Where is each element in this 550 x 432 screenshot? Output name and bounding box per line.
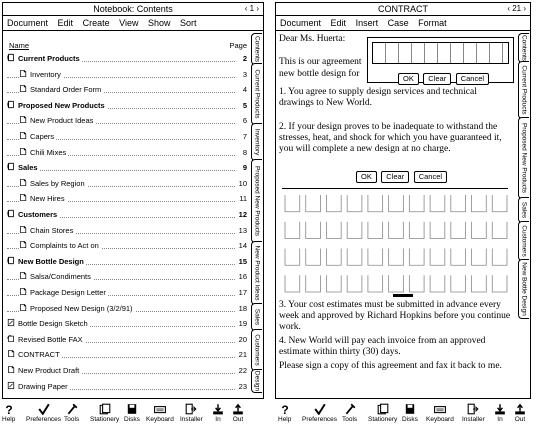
keyboard-button[interactable] bbox=[146, 403, 174, 423]
toc-entry-label-wrap bbox=[19, 288, 108, 297]
menu-bar bbox=[276, 16, 530, 31]
in-button[interactable] bbox=[212, 403, 224, 423]
menu-edit[interactable]: Edit bbox=[57, 18, 74, 28]
toc-entry-page: 6 bbox=[242, 116, 247, 126]
tab-design[interactable] bbox=[251, 369, 262, 393]
toc-entry-label: Proposed New Design (3/2/91) bbox=[30, 303, 133, 313]
toc-entry[interactable] bbox=[7, 53, 247, 65]
grid-cell bbox=[492, 249, 507, 266]
grid-cell bbox=[409, 275, 424, 292]
toc-entry-label: Chain Stores bbox=[30, 225, 74, 235]
toc-entry-label: Complaints to Act on bbox=[30, 241, 99, 251]
page-icon bbox=[19, 178, 27, 187]
toc-entry-page: 11 bbox=[239, 194, 247, 204]
drawing-icon bbox=[7, 381, 15, 390]
menu-document[interactable]: Document bbox=[7, 18, 49, 28]
taskbar bbox=[0, 403, 550, 432]
taskbar-label: Keyboard bbox=[146, 416, 174, 423]
tools-button[interactable] bbox=[342, 403, 357, 423]
tab-customers[interactable] bbox=[251, 329, 262, 371]
stationery-button[interactable] bbox=[90, 403, 119, 423]
tab-current-products[interactable] bbox=[518, 61, 529, 119]
grid-cell bbox=[492, 195, 507, 212]
toc-entry-label-wrap bbox=[7, 257, 86, 266]
grid-cell bbox=[285, 195, 300, 212]
keyboard-icon bbox=[146, 403, 174, 415]
taskbar-label: Help bbox=[278, 416, 292, 423]
menu-bar bbox=[3, 16, 263, 31]
toc-entry[interactable] bbox=[7, 303, 247, 315]
toc-entry[interactable] bbox=[7, 287, 247, 299]
taskbar-label: Disks bbox=[402, 416, 418, 423]
toc-entry-label: New Product Draft bbox=[18, 366, 80, 375]
help-icon bbox=[2, 403, 15, 415]
toc-entry-page: 8 bbox=[242, 147, 247, 157]
toc-entry[interactable] bbox=[7, 365, 247, 377]
grid-cell bbox=[472, 249, 487, 266]
toc-entry-label: Chili Mixes bbox=[30, 147, 67, 157]
handwriting-grid[interactable] bbox=[282, 188, 508, 296]
toc-entry-label: Drawing Paper bbox=[18, 381, 68, 391]
grid-cell bbox=[368, 249, 383, 266]
toc-entry-label: Capers bbox=[30, 132, 55, 141]
toc-entry[interactable] bbox=[7, 178, 247, 190]
dialog-buttons bbox=[398, 68, 489, 86]
toc-entry-page: 23 bbox=[238, 381, 247, 391]
folder-icon bbox=[7, 209, 15, 218]
page-indicator[interactable]: ‹ 1 › bbox=[244, 4, 259, 13]
toc-entry-label-wrap bbox=[7, 210, 59, 219]
tab-label: Sales bbox=[520, 201, 528, 219]
grid-cell bbox=[451, 249, 466, 266]
toc-entry-label-wrap bbox=[7, 382, 70, 391]
stationery-button[interactable] bbox=[368, 403, 397, 423]
toc-entry[interactable] bbox=[7, 381, 247, 393]
tab-label: Design bbox=[253, 370, 261, 392]
grid-cell bbox=[326, 222, 341, 239]
svg-text:?: ? bbox=[281, 403, 289, 415]
grid-cell bbox=[430, 195, 445, 212]
toc-entry-label: Customers bbox=[18, 210, 58, 219]
grid-cell bbox=[389, 275, 404, 292]
toc-entry-label-wrap bbox=[7, 335, 85, 344]
toc-entry-label-wrap bbox=[19, 272, 93, 281]
disks-icon bbox=[402, 403, 418, 415]
tab-contents[interactable] bbox=[518, 33, 529, 63]
paragraph-3[interactable]: 3. Your cost estimates must be submitted in advance every week and approved by Richard Hopkins before you continue work. bbox=[279, 300, 511, 332]
toc-entry-label: New Hires bbox=[30, 194, 65, 204]
tools-icon bbox=[342, 403, 357, 415]
handwriting-input-dialog-small bbox=[367, 37, 514, 83]
tab-label: Customers bbox=[520, 225, 528, 257]
toc-entry[interactable] bbox=[7, 115, 247, 127]
toc-entry-page: 5 bbox=[242, 100, 247, 110]
grid-cell bbox=[451, 195, 466, 212]
toc-entry-label: Bottle Design Sketch bbox=[18, 319, 88, 329]
taskbar-label: Installer bbox=[180, 416, 203, 423]
tab-label: New Bottle Design bbox=[520, 262, 528, 316]
toc-entry-page: 3 bbox=[242, 69, 247, 79]
taskbar-label: Out bbox=[514, 416, 526, 423]
ok-button[interactable]: OK bbox=[398, 73, 419, 85]
menu-insert[interactable]: Insert bbox=[355, 18, 379, 28]
tab-label: Contents bbox=[520, 34, 528, 62]
window-title: CONTRACT bbox=[378, 4, 428, 14]
grid-cell bbox=[347, 249, 362, 266]
toc-entry-page: 12 bbox=[238, 210, 247, 219]
grid-cell bbox=[472, 222, 487, 239]
dot-leader bbox=[7, 170, 235, 171]
toc-entry-label-wrap bbox=[19, 241, 101, 250]
big-dialog-buttons bbox=[356, 166, 447, 184]
toc-entry[interactable] bbox=[7, 147, 247, 159]
grid-cell bbox=[326, 249, 341, 266]
toc-entry-page: 21 bbox=[238, 350, 247, 360]
preferences-icon bbox=[26, 403, 61, 415]
help-icon bbox=[278, 403, 291, 415]
toc-entry-page: 19 bbox=[238, 319, 247, 329]
tab-proposed-new-products[interactable] bbox=[518, 117, 529, 199]
grid-cell bbox=[368, 275, 383, 292]
grid-cell bbox=[285, 222, 300, 239]
grid-cell bbox=[306, 249, 321, 266]
grid-cell bbox=[430, 249, 445, 266]
toc-entry-label: Package Design Letter bbox=[30, 288, 106, 297]
section-tabs bbox=[251, 29, 263, 398]
grid-cell bbox=[409, 222, 424, 239]
grid-cell bbox=[389, 249, 404, 266]
toc-entry-label-wrap bbox=[19, 116, 95, 125]
folder-icon bbox=[7, 53, 15, 62]
tools-button[interactable] bbox=[64, 403, 79, 423]
toc-entry-label-wrap bbox=[7, 350, 62, 359]
toc-entry-label-wrap bbox=[7, 319, 90, 328]
menu-case[interactable]: Case bbox=[387, 18, 409, 28]
grid-cell bbox=[492, 222, 507, 239]
grid-cell bbox=[306, 222, 321, 239]
toc-entry[interactable] bbox=[7, 225, 247, 237]
tab-current-products[interactable] bbox=[251, 63, 262, 125]
grid-cell bbox=[492, 275, 507, 292]
tools-icon bbox=[64, 403, 79, 415]
clear-button[interactable]: Clear bbox=[423, 73, 451, 85]
toc-entry-label-wrap bbox=[19, 194, 67, 203]
toc-entry-label-wrap bbox=[19, 179, 87, 188]
menu-view[interactable]: View bbox=[119, 18, 139, 28]
page-icon bbox=[19, 115, 27, 124]
tab-new-bottle-design[interactable] bbox=[518, 259, 529, 319]
paragraph-4[interactable]: 4. New World will pay each invoice from an approved estimate within thirty (30) days. bbox=[279, 336, 486, 357]
salutation[interactable]: Dear Ms. Huerta: bbox=[279, 34, 346, 44]
grid-cell bbox=[430, 222, 445, 239]
section-tabs bbox=[518, 29, 530, 398]
page-column-header[interactable]: Page bbox=[229, 41, 247, 50]
stationery-icon bbox=[90, 403, 119, 415]
toc-entry[interactable] bbox=[7, 193, 247, 205]
toc-entry-label: Standard Order Form bbox=[30, 85, 102, 95]
writing-box-row[interactable] bbox=[372, 42, 509, 64]
disks-button[interactable] bbox=[124, 403, 140, 423]
help-button[interactable] bbox=[278, 403, 291, 423]
menu-sort[interactable]: Sort bbox=[180, 18, 197, 28]
tab-label: Inventory bbox=[253, 128, 261, 156]
toc-entry[interactable] bbox=[7, 162, 247, 174]
toc-entry-label-wrap bbox=[7, 101, 107, 110]
toc-entry-label: Sales by Region bbox=[30, 178, 85, 188]
page-icon bbox=[19, 69, 27, 78]
taskbar-label: Help bbox=[2, 416, 16, 423]
toc-entry-label-wrap bbox=[19, 70, 63, 79]
taskbar-label: In bbox=[215, 416, 221, 423]
toc-entry-label-wrap bbox=[7, 366, 81, 375]
grid-cell bbox=[451, 222, 466, 239]
taskbar-label: Stationery bbox=[368, 416, 398, 423]
taskbar-label: In bbox=[497, 416, 503, 423]
in-icon bbox=[212, 403, 224, 415]
toc-entry[interactable] bbox=[7, 69, 247, 81]
stationery-icon bbox=[368, 403, 397, 415]
in-button[interactable] bbox=[494, 403, 506, 423]
toc-entry-page: 7 bbox=[242, 132, 247, 141]
toc-entry-label: Salsa/Condiments bbox=[30, 272, 91, 282]
taskbar-label: Preferences bbox=[302, 416, 338, 423]
tab-sales[interactable] bbox=[251, 303, 262, 331]
grid-cell bbox=[389, 195, 404, 212]
tab-sales[interactable] bbox=[518, 197, 529, 223]
taskbar-label: Tools bbox=[342, 416, 358, 423]
disks-icon bbox=[124, 403, 140, 415]
page-icon bbox=[19, 193, 27, 202]
menu-format[interactable]: Format bbox=[418, 18, 447, 28]
tab-label: Sales bbox=[253, 308, 261, 326]
toc-entry[interactable] bbox=[7, 131, 247, 143]
out-icon bbox=[514, 403, 526, 415]
toc-entry-label-wrap bbox=[19, 226, 75, 235]
intro-line-1[interactable]: This is our agreement bbox=[279, 57, 362, 67]
grid-cell bbox=[430, 275, 445, 292]
toc-entry-page: 9 bbox=[242, 163, 247, 173]
drawing-icon bbox=[7, 318, 15, 327]
tab-label: Customers bbox=[253, 334, 261, 366]
svg-text:?: ? bbox=[5, 403, 13, 415]
contract-window bbox=[275, 2, 531, 399]
toc-entry-page: 16 bbox=[238, 272, 247, 282]
toc-entry[interactable] bbox=[7, 271, 247, 283]
grid-cell bbox=[306, 275, 321, 292]
tab-label: New Product Ideas bbox=[253, 245, 261, 301]
toc-entry-label-wrap bbox=[19, 304, 135, 313]
ok-button[interactable]: OK bbox=[356, 171, 377, 183]
toc-entry[interactable] bbox=[7, 256, 247, 268]
toc-entry-label: New Bottle Design bbox=[18, 256, 84, 266]
toc-header bbox=[9, 41, 247, 51]
grid-cell bbox=[368, 222, 383, 239]
toc-entry-page: 20 bbox=[238, 334, 247, 344]
page-icon bbox=[19, 225, 27, 234]
toc-entry-label: Inventory bbox=[30, 69, 61, 79]
toc-entry[interactable] bbox=[7, 84, 247, 96]
disks-button[interactable] bbox=[402, 403, 418, 423]
taskbar-label: Installer bbox=[462, 416, 485, 423]
tab-inventory[interactable] bbox=[251, 123, 262, 161]
toc-entry-label-wrap bbox=[19, 132, 56, 141]
title-bar bbox=[3, 3, 263, 16]
toc-entry-page: 22 bbox=[238, 366, 247, 375]
page-icon bbox=[19, 303, 27, 312]
tab-contents[interactable] bbox=[251, 33, 262, 65]
toc-entry[interactable] bbox=[7, 100, 247, 112]
intro-line-2[interactable]: new bottle design for bbox=[279, 69, 360, 79]
grid-cell bbox=[326, 275, 341, 292]
grid-cell bbox=[347, 195, 362, 212]
toc-entry-page: 2 bbox=[242, 54, 247, 63]
tab-proposed-new-products[interactable] bbox=[251, 159, 262, 243]
page-icon bbox=[19, 131, 27, 140]
toc-entry-label: Current Products bbox=[18, 54, 80, 63]
folder-icon bbox=[7, 256, 15, 265]
grid-cell bbox=[472, 275, 487, 292]
toc-entry-page: 4 bbox=[242, 85, 247, 95]
grid-cell bbox=[326, 195, 341, 212]
grid-cell bbox=[347, 222, 362, 239]
installer-icon bbox=[462, 403, 485, 415]
page-icon bbox=[19, 287, 27, 296]
toc-entry-page: 14 bbox=[238, 241, 247, 251]
out-button[interactable] bbox=[514, 403, 526, 423]
installer-icon bbox=[180, 403, 203, 415]
toc-entry-label-wrap bbox=[7, 54, 82, 63]
menu-show[interactable]: Show bbox=[147, 18, 171, 28]
toc-entry-label: Revised Bottle FAX bbox=[18, 334, 83, 344]
preferences-icon bbox=[302, 403, 337, 415]
tab-label: Current Products bbox=[520, 65, 528, 115]
preferences-button[interactable] bbox=[26, 403, 61, 423]
help-button[interactable] bbox=[2, 403, 15, 423]
tab-label: Proposed New Products bbox=[520, 122, 528, 194]
installer-button[interactable] bbox=[180, 403, 203, 423]
out-icon bbox=[232, 403, 244, 415]
installer-button[interactable] bbox=[462, 403, 485, 423]
grid-cell bbox=[409, 195, 424, 212]
clear-button[interactable]: Clear bbox=[381, 171, 409, 183]
tab-label: Proposed New Products bbox=[253, 165, 261, 237]
toc-entry[interactable] bbox=[7, 209, 247, 221]
grid-cell bbox=[285, 275, 300, 292]
toc-entry[interactable] bbox=[7, 334, 247, 346]
toc-entry-label: New Product Ideas bbox=[30, 116, 94, 126]
taskbar-label: Disks bbox=[124, 416, 140, 423]
grid-resize-handle[interactable] bbox=[393, 294, 413, 297]
page-indicator[interactable]: ‹ 21 › bbox=[507, 4, 526, 13]
keyboard-icon bbox=[426, 403, 454, 415]
toc-entry-page: 15 bbox=[238, 256, 247, 266]
paragraph-1[interactable]: 1. You agree to supply design services and technical drawings to New World. bbox=[279, 87, 477, 108]
preferences-button[interactable] bbox=[302, 403, 337, 423]
paragraph-2[interactable]: 2. If your design proves to be inadequate to withstand the stresses, heat, and shock for which you have guaranteed it, you will complete a new design at no charge. bbox=[279, 122, 502, 154]
tab-customers[interactable] bbox=[518, 221, 529, 261]
grid-cell bbox=[472, 195, 487, 212]
fax-icon bbox=[7, 334, 15, 343]
page-icon bbox=[19, 271, 27, 280]
grid-cell bbox=[451, 275, 466, 292]
grid-cell bbox=[409, 249, 424, 266]
folder-icon bbox=[7, 100, 15, 109]
toc-entry-page: 13 bbox=[238, 225, 247, 235]
tab-label: Current Products bbox=[253, 69, 261, 119]
page-icon bbox=[7, 365, 15, 374]
page-icon bbox=[7, 349, 15, 358]
taskbar-label: Stationery bbox=[90, 416, 120, 423]
taskbar-label: Out bbox=[232, 416, 244, 423]
grid-cell bbox=[285, 249, 300, 266]
toc-entry[interactable] bbox=[7, 349, 247, 361]
cancel-button[interactable]: Cancel bbox=[414, 171, 447, 183]
grid-cell bbox=[347, 275, 362, 292]
window-title: Notebook: Contents bbox=[93, 4, 173, 14]
toc-entry-page: 10 bbox=[238, 178, 247, 188]
cancel-button[interactable]: Cancel bbox=[456, 73, 489, 85]
taskbar-label: Tools bbox=[64, 416, 80, 423]
paragraph-5[interactable]: Please sign a copy of this agreement and fax it back to me. bbox=[279, 361, 502, 371]
toc-entry-label-wrap bbox=[7, 163, 40, 172]
menu-edit[interactable]: Edit bbox=[330, 18, 347, 28]
toc-entry-label: CONTRACT bbox=[18, 350, 60, 360]
grid-boxes bbox=[282, 189, 510, 296]
grid-cell bbox=[306, 195, 321, 212]
tab-new-product-ideas[interactable] bbox=[251, 241, 262, 305]
in-icon bbox=[494, 403, 506, 415]
taskbar-label: Keyboard bbox=[426, 416, 454, 423]
toc-entry-label: Sales bbox=[18, 163, 38, 173]
page-icon bbox=[19, 147, 27, 156]
menu-document[interactable]: Document bbox=[280, 18, 322, 28]
name-column-header[interactable]: Name bbox=[9, 41, 30, 50]
keyboard-button[interactable] bbox=[426, 403, 454, 423]
toc-entry-page: 17 bbox=[238, 288, 247, 297]
folder-icon bbox=[7, 162, 15, 171]
toc-entry[interactable] bbox=[7, 240, 247, 252]
toc-entry[interactable] bbox=[7, 318, 247, 330]
page-icon bbox=[19, 84, 27, 93]
toc-entry-page: 18 bbox=[238, 303, 247, 313]
menu-create[interactable]: Create bbox=[82, 18, 110, 28]
toc-entry-label-wrap bbox=[19, 148, 68, 157]
toc-entry-label-wrap bbox=[19, 85, 103, 94]
out-button[interactable] bbox=[232, 403, 244, 423]
grid-cell bbox=[368, 195, 383, 212]
grid-cell bbox=[389, 222, 404, 239]
tab-label: Contents bbox=[253, 35, 261, 63]
page-icon bbox=[19, 240, 27, 249]
notebook-contents-window bbox=[2, 2, 264, 399]
taskbar-label: Preferences bbox=[26, 416, 62, 423]
title-bar bbox=[276, 3, 530, 16]
toc-entry-label: Proposed New Products bbox=[18, 100, 105, 110]
